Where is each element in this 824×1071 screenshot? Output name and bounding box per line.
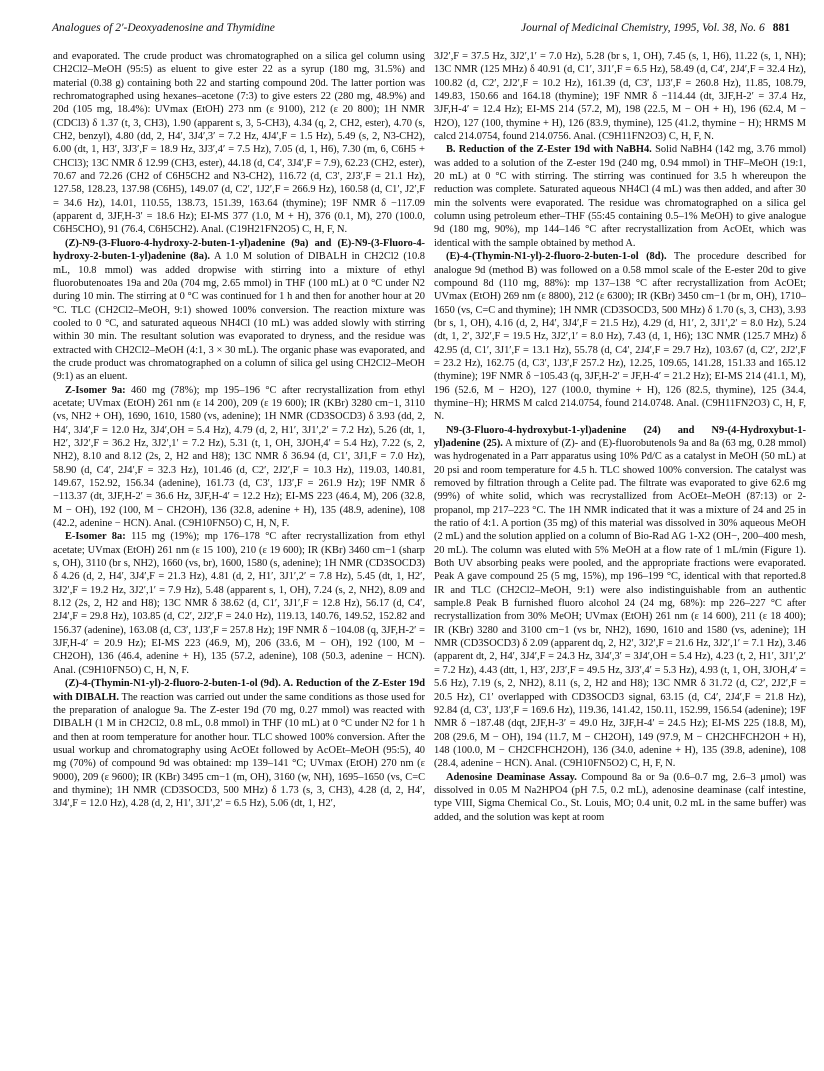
journal-citation: [521, 22, 790, 34]
right-column: [434, 50, 806, 1060]
running-title: Analogues of 2′-Deoxyadenosine and Thymidine: [52, 22, 275, 34]
paragraph: B. Reduction of the Z-Ester 19d with NaBH4. Solid NaBH4 (142 mg, 3.76 mmol) was added to a solution of the Z-ester 19d (240 mg, 0.94 mmol) in THF–MeOH (19:1, 20 mL) at 0 °C with stirring. The stirring was continued for 3.5 h whereupon the reduction was complete. Saturated aqueous NH4Cl (4 mL) was then added, and after 30 min the solvents were evaporated. The residue was chromatographed on a silica gel column using petroleum ether–THF (55:45 containing 0.5–1% MeOH) to give analogue 9d (180 mg, 90%), mp 144–146 °C after recrystallization from AcOEt, which was identical with the sample obtained by method A.: [434, 144, 806, 249]
journal-name: Journal of Medicinal Chemistry, 1995, Vol. 38, No. 6: [521, 22, 765, 34]
paragraph: and evaporated. The crude product was chromatographed on a silica gel column using CH2Cl2–MeOH (95:5) as eluent to give ester 22 as a syrup (180 mg, 31.5%) and material (0.38 g) containing both 22 and starting compound 20d. The latter portion was rechromatographed using hexanes–acetone (7:3) to give esters 22 (280 mg, 48.9%) and 20d (105 mg, 18.4%): UVmax (EtOH) 273 nm (ε 9100), 212 (ε 20 800); 1H NMR (CDCl3) δ 1.37 (t, 3, CH3), 1.90 (apparent s, 3, 5-CH3), 4.34 (q, 2, CH2, ester), 4.70 (s, CH2, benzyl), 4.80 (dd, 2, H4′, 3J4′,3′ = 7.2 Hz, 4J4′,F = 1.5 Hz), 5.49 (s, 2, N3-CH2), 6.00 (dt, 1, H3′, 3J3′,F = 18.9 Hz, 3J3′,4′ = 7.5 Hz), 7.05 (d, 1, H6), 7.30 (m, 6, C6H5 + CHCl3); 13C NMR δ 12.99 (CH3, ester), 44.18 (d, C4′, 3J4′,F = 7.9), 62.23 (CH2, ester), 70.67 and 72.26 (CH2 of C6H5CH2 and N3-CH2), 116.72 (d, C3′, 2J3′,F = 21.1 Hz), 127.58, 128.23, 137.98 (C6H5), 149.07 (d, C2′, 1J2′,F = 266.9 Hz), 160.58 (d, C1′, J2′,F = 34.6 Hz), 14.01, 110.55, 138.73, 151.39, 163.64 (thymine); 19F NMR δ −117.09 (apparent d, 3JF,H-3′ = 18.6 Hz); EI-MS 377 (1.0, M + H), 376 (0.1, M), 270 (100.0, C6H5CHO), 91 (76.4, C6H5CH2). Anal. (C19H21FN2O5) C, H, F, N.: [53, 51, 425, 236]
section-heading: B. Reduction of the Z-Ester 19d with NaBH4.: [446, 144, 652, 156]
section-heading: Z-Isomer 9a:: [65, 384, 126, 396]
paragraph: Adenosine Deaminase Assay. Compound 8a or 9a (0.6–0.7 mg, 2.6–3 μmol) was dissolved in 0.05 M Na2HPO4 (pH 7.5, 0.2 mL), adenosine deaminase (calf intestine, type VIII, Sigma Chemical Co., St. Louis, MO; 0.4 unit, 0.2 mL in the same buffer) was added, and the solution was kept at room: [434, 771, 806, 823]
paragraph: (Z)-N9-(3-Fluoro-4-hydroxy-2-buten-1-yl)adenine (9a) and (E)-N9-(3-Fluoro-4-hydroxy-2-buten-1-yl)adenine (8a). A 1.0 M solution of DIBALH in CH2Cl2 (10.8 mL, 10.8 mmol) was added dropwise with stirring into a mixture of ethyl fluorobutenoates 19a and 20a (704 mg, 2.65 mmol) in THF (100 mL) at 0 °C under N2 during 10 min. The stirring at 0 °C was continued for 1 h and then for another hour at 20 °C. TLC (CH2Cl2–MeOH, 9:1) showed 100% conversion. The reaction mixture was cooled to 0 °C, and saturated aqueous NH4Cl (10 mL) was added slowly with stirring within 30 min. The resultant solution was evaporated to dryness, and the residue was extracted with CH2Cl2–MeOH (4:1, 3 × 30 mL). The organic phase was evaporated, and the crude product was chromatographed on a column of silica gel using CH2Cl2–MeOH (9:1) as an eluent.: [53, 237, 425, 383]
section-heading: (Z)-N9-(3-Fluoro-4-hydroxy-2-buten-1-yl)adenine (9a) and (E)-N9-(3-Fluoro-4-hydroxy-2-buten-1-yl)adenine (8a).: [53, 237, 425, 263]
section-heading: N9-(3-Fluoro-4-hydroxybut-1-yl)adenine (24) and N9-(4-Hydroxybut-1-yl)adenine (25).: [434, 424, 806, 449]
section-heading: Adenosine Deaminase Assay.: [446, 771, 577, 783]
section-heading: E-Isomer 8a:: [65, 531, 126, 543]
paragraph: (E)-4-(Thymin-N1-yl)-2-fluoro-2-buten-1-ol (8d). The procedure described for analogue 9d (method B) was followed on a 0.58 mmol scale of the E-ester 20d to give compound 8d (110 mg, 88%): mp 137–138 °C after recrystallization from AcOEt; UVmax (EtOH) 269 nm (ε 8800), 212 (ε 6300); IR (KBr) 3450 cm−1 (br m, OH), 1710–1650 (vs, C=C and thymine); 1H NMR (CD3SOCD3, 500 MHz) δ 1.70 (s, 3, CH3), 3.93 (br s, 1, OH), 4.16 (d, 2, H4′, 3J4′,F = 21.5 Hz), 4.29 (d, H1′, 2, 3J1′,2′ = 8.0 Hz), 5.24 (dt, 1, 2′, 3J2′,F = 19.5 Hz, 3J2′,1′ = 8.0 Hz), 7.43 (d, 1, H6); 13C NMR (125.7 MHz) δ 42.95 (d, C1′, 3J1′,F = 13.1 Hz), 55.78 (d, C4′, 2J4′,F = 29.7 Hz), 103.67 (d, C2′, 2J2′,F = 23.2 Hz), 162.75 (d, C3′, 1J3′,F 257.2 Hz), 12.25, 109.65, 141.28, 151.33 and 165.12 (thymine); 19F NMR δ −105.43 (q, 3JF,H-2′ = JF,H-4′ = 21.2 Hz); EI-MS 214 (41.1, M), 196 (52.6, M − H2O), 127 (100.0, thymine + H), 126 (82.5, thymine), 125 (34.4, thymine−H); HRMS M calcd 214.0754, found 214.0748. Anal. (C9H11FN2O3) C, H, F, N.: [434, 251, 806, 423]
section-heading: (E)-4-(Thymin-N1-yl)-2-fluoro-2-buten-1-ol (8d).: [446, 251, 667, 263]
paragraph: Z-Isomer 9a: 460 mg (78%); mp 195–196 °C after recrystallization from ethyl acetate; UVmax (EtOH) 261 nm (ε 14 200), 209 (ε 19 600); IR (KBr) 3280 cm−1, 3110 (vs, NH2 + OH), 1690, 1610, 1580 (vs, adenine); 1H NMR (CD3SOCD3) δ 3.93 (dd, 2, H4′, 3J4′,F = 12.0 Hz, 3J4′,OH = 5.4 Hz), 4.79 (d, 2, H1′, 3J1′,2′ = 7.2 Hz), 5.26 (dt, 1, H2′, 3J2′,F = 36.2 Hz, 3J2′,1′ = 7.2 Hz), 5.31 (t, 1, OH, 3JOH,4′ = 5.4 Hz), 7.22 (s, 2, NH2), 8.10 and 8.12 (2s, 2, H2 and H8); 13C NMR δ 36.94 (d, C1′, 3J1,F = 7.0 Hz), 58.90 (d, C4′, 2J4′,F = 32.3 Hz), 101.46 (d, C2′, 2J2′,F = 10.3 Hz), 119.03, 140.81, 149.67, 152.92, 156.34 (adenine), 161.73 (d, C3′, 1J3′,F = 261.9 Hz); 19F NMR δ −113.37 (dt, 3JF,H-2′ = 36.6 Hz, 3JF,H-4′ = 12.2 Hz); EI-MS 223 (46.4, M), 206 (32.8, M − OH), 192 (100, M − CH2OH), 136 (32.8, adenine + H), 135 (48.9, adenine), 108 (42.2, adenine − HCN). Anal. (C9H10FN5O) C, H, N, F.: [53, 384, 425, 530]
left-column: [53, 50, 425, 1060]
paragraph: N9-(3-Fluoro-4-hydroxybut-1-yl)adenine (24) and N9-(4-Hydroxybut-1-yl)adenine (25). A mixture of (Z)- and (E)-fluorobutenols 9a and 8a (63 mg, 0.28 mmol) was hydrogenated in a Parr apparatus using 10% Pd/C as a catalyst in MeOH (50 mL) at 20 psi and room temperature for 4.5 h. TLC showed 100% conversion. The catalyst was removed by filtration through a Celite pad. The filtrate was evaporated to give 62.6 mg (99%) of white solid, which was recrystallized from AcOEt–MeOH (87:13) or 2-propanol, mp 217–223 °C. The 1H NMR indicated that it was a mixture of 24 and 25 in the ratio of 4:1. A portion (35 mg) of this material was dissolved in 30% aqueous MeOH (2 mL) and the solution applied on a column of Bio-Rad AG 1-X2 (OH−, 200–400 mesh, 20 mL). The column was eluted with 5% MeOH at a flow rate of 1 mL/min (Figure 1). Both UV absorbing peaks were pooled, and the appropriate fractions were evaporated. Peak A gave compound 25 (5 mg, 15%), mp 196–199 °C, identical with that reported.8 IR and TLC (CH2Cl2–MeOH, 9:1) were also indistinguishable from an authentic sample.8 Peak B furnished fluoro alcohol 24 (24 mg, 68%): mp 226–227 °C after recrystallization from 30% MeOH; UVmax (EtOH) 261 nm (ε 14 600), 211 (ε 18 400); IR (KBr) 3280 and 3100 cm−1 (vs br, NH2), 1690, 1610 and 1580 (vs, adenine); 1H NMR (CD3SOCD3) δ 2.09 (apparent dq, 2, H2′, 3J2′,F = 21.6 Hz, 3J2′,1′ = 7.1 Hz), 3.46 (apparent dt, 2, H4′, 3J4′,F = 24.3 Hz, 3J4′,3′ = 3J4′,OH = 5.4 Hz), 4.23 (t, 2, H1′, 3J1′,2′ = 7.2 Hz), 4.43 (dtt, 1, H3′, 2J3′,F = 49.5 Hz, 3J3′,4′ = 5.3 Hz), 4.93 (t, 1, OH, 3JOH,4′ = 5.6 Hz), 7.19 (s, 2, NH2), 8.11 (s, 2, H2 and H8); 13C NMR δ 31.72 (d, C2′, 2J2′,F = 20.5 Hz), C1′ overlapped with CD3SOCD3 signal, 63.15 (d, C4′, 2J4′,F = 21.8 Hz), 92.84 (d, C3′, 1J3′,F = 169.6 Hz), 119.36, 141.42, 150.11, 152.99, 156.54 (adenine); 19F NMR δ −187.48 (dqt, 2JF,H-3′ = 49.0 Hz, 3JF,H-4′ = 24.5 Hz); EI-MS 225 (18.8, M), 208 (29.6, M − OH), 194 (11.7, M − CH2OH), 149 (97.9, M − CH2CHFCH2OH + H), 148 (100.0, M − CH2CFHCH2OH), 136 (34.0, adenine + H), 135 (39.8, adenine), 108 (28.4, adenine − HCN). Anal. (C9H10FN5O2) C, H, F, N.: [434, 424, 806, 770]
paragraph: (Z)-4-(Thymin-N1-yl)-2-fluoro-2-buten-1-ol (9d). A. Reduction of the Z-Ester 19d with DIBALH. The reaction was carried out under the same conditions as those used for the preparation of analogue 9a. The Z-ester 19d (70 mg, 0.27 mmol) was reacted with DIBALH (1 M in CH2Cl2, 0.8 mL, 0.8 mmol) in THF (10 mL) at 0 °C under N2 for 1 h and then at room temperature for another hour. TLC showed 100% conversion. After the usual workup and chromatography using AcOEt followed by AcOEt–MeOH (95:5), 40 mg (70%) of compound 9d was obtained: mp 139–141 °C; UVmax (EtOH) 270 nm (ε 9000), 209 (ε 9600); IR (KBr) 3495 cm−1 (m, OH), 3160 (w, NH), 1695–1650 (vs, C=C and thymine); 1H NMR (CD3SOCD3, 500 MHz) δ 1.73 (s, 3, CH3), 4.28 (d, 2, H4′, 3J4′,F = 12.0 Hz), 4.28 (d, 2, H1′, 3J1′,2′ = 6.5 Hz), 5.06 (dt, 1, H2′,: [53, 678, 425, 810]
paragraph: 3J2′,F = 37.5 Hz, 3J2′,1′ = 7.0 Hz), 5.28 (br s, 1, OH), 7.45 (s, 1, H6), 11.22 (s, 1, NH); 13C NMR (125 MHz) δ 40.91 (d, C1′, 3J1′,F = 6.5 Hz), 58.49 (d, C4′, 2J4′,F = 32.4 Hz), 100.82 (d, C2′, 2J2′,F = 10.2 Hz), 161.39 (d, C3′, 1J3′,F = 260.8 Hz), 11.85, 108.79, 149.83, 150.66 and 164.18 (thymine); 19F NMR δ −114.44 (dt, 3JF,H-2′ = 37.4 Hz, 3JF,H-4′ = 12.4 Hz); EI-MS 214 (57.2, M), 198 (22.5, M − OH + H), 196 (62.4, M − H2O), 127 (100, thymine + H), 126 (83.9, thymine), 125 (41.2, thymine − H); HRMS M calcd 214.0754, found 214.0756. Anal. (C9H11FN2O3) C, H, F, N.: [434, 51, 806, 143]
running-header: [52, 22, 790, 40]
page-number: 881: [772, 22, 790, 34]
section-heading: (Z)-4-(Thymin-N1-yl)-2-fluoro-2-buten-1-ol (9d). A. Reduction of the Z-Ester 19d with DIBALH.: [53, 678, 425, 703]
paragraph: E-Isomer 8a: 115 mg (19%); mp 176–178 °C after recrystallization from ethyl acetate; UVmax (EtOH) 261 nm (ε 15 100), 210 (ε 19 600); IR (KBr) 3460 cm−1 (sharp s, OH), 3110 (br s, NH2), 1660 (vs, br), 1600, 1580 (s, adenine); 1H NMR (CD3SOCD3) δ 4.26 (d, 2, H4′, 3J4′,F = 21.3 Hz), 4.81 (d, 2, H1′, 3J1′,2′ = 7.8 Hz), 5.45 (dt, 1, H2′, 3J2′,F = 19.2 Hz, 3J2′,1′ = 7.9 Hz), 5.48 (apparent s, 1, OH), 7.24 (s, 2, NH2), 8.09 and 8.12 (2s, 2, H2 and H8); 13C NMR δ 38.62 (d, C1′, 3J1′,F = 12.8 Hz), 56.17 (d, C4′, 2J4′,F = 29.8 Hz), 103.85 (d, C2′, 2J2′,F = 24.0 Hz), 119.13, 140.76, 149.52, 152.82 and 156.37 (adenine), 163.08 (d, C3′, 1J3′,F = 257.8 Hz); 19F NMR δ −104.08 (q, 3JF,H-2′ = 3JF,H-4′ = 20.9 Hz); EI-MS 223 (46.9, M), 206 (33.6, M − OH), 192 (100, M − CH2OH), 136 (46.4, adenine + H), 135 (57.2, adenine), 108 (50.3, adenine − HCN). Anal. (C9H10FN5O) C, H, N, F.: [53, 531, 425, 676]
